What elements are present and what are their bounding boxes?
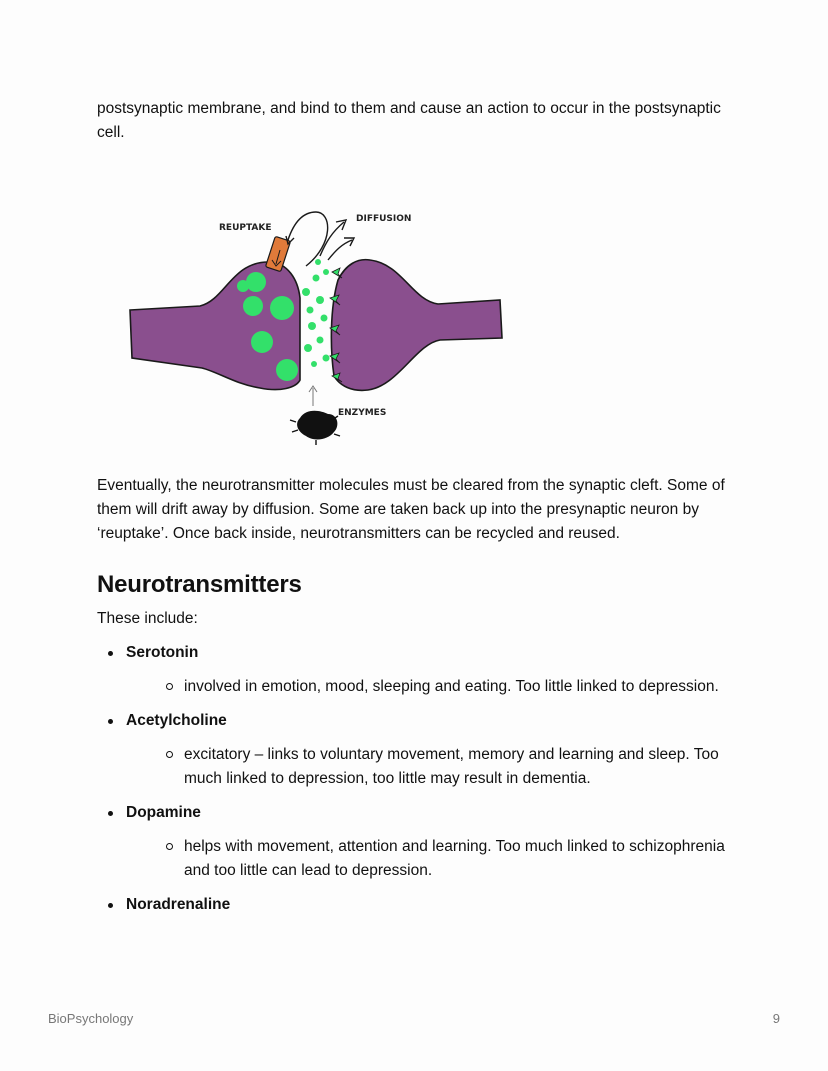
neurotransmitter-molecules	[302, 259, 330, 367]
bullet-icon	[108, 903, 113, 908]
neurotransmitter-list	[97, 641, 737, 917]
detail-text: involved in emotion, mood, sleeping and eating. Too little linked to depression.	[184, 678, 719, 695]
synapse-illustration	[120, 200, 520, 455]
detail-text: excitatory – links to voluntary movement, memory and learning and sleep. Too much linked to depression, too little may result in dementia.	[184, 746, 719, 787]
neurotransmitter-detail	[126, 743, 737, 791]
list-item-noradrenaline	[97, 893, 737, 917]
postsynaptic-neuron	[331, 260, 502, 391]
neurotransmitter-name: Dopamine	[126, 804, 201, 821]
bullet-icon	[108, 719, 113, 724]
bullet-icon	[108, 811, 113, 816]
neurotransmitter-detail	[126, 835, 737, 883]
label-enzymes: ENZYMES	[338, 408, 387, 418]
label-reuptake: REUPTAKE	[219, 223, 272, 233]
list-item-dopamine	[97, 801, 737, 883]
hollow-bullet-icon	[166, 751, 173, 758]
presynaptic-neuron	[130, 262, 300, 390]
label-diffusion: DIFFUSION	[356, 214, 412, 224]
section-intro: These include:	[97, 610, 198, 627]
synapse-diagram	[120, 200, 520, 455]
section-heading: Neurotransmitters	[97, 571, 302, 598]
paragraph-postsynaptic: postsynaptic membrane, and bind to them and cause an action to occur in the postsynaptic cell.	[97, 100, 721, 141]
paragraph-clearance: Eventually, the neurotransmitter molecules must be cleared from the synaptic cleft. Some of them will drift away by diffusion. Some are taken back up into the presynaptic neuron by ‘reuptake’. Once back inside, neurotransmitters can be recycled and reused.	[97, 477, 725, 542]
list-item-serotonin	[97, 641, 737, 699]
detail-text: helps with movement, attention and learning. Too much linked to schizophrenia and too little can lead to depression.	[184, 838, 725, 879]
neurotransmitter-name: Acetylcholine	[126, 712, 227, 729]
hollow-bullet-icon	[166, 683, 173, 690]
neurotransmitter-name: Noradrenaline	[126, 896, 231, 913]
hollow-bullet-icon	[166, 843, 173, 850]
list-item-acetylcholine	[97, 709, 737, 791]
page-number: 9	[772, 1011, 780, 1026]
bullet-icon	[108, 651, 113, 656]
enzyme	[290, 386, 340, 445]
neurotransmitter-name: Serotonin	[126, 644, 199, 661]
footer-title: BioPsychology	[48, 1011, 134, 1026]
neurotransmitter-detail	[126, 675, 737, 699]
